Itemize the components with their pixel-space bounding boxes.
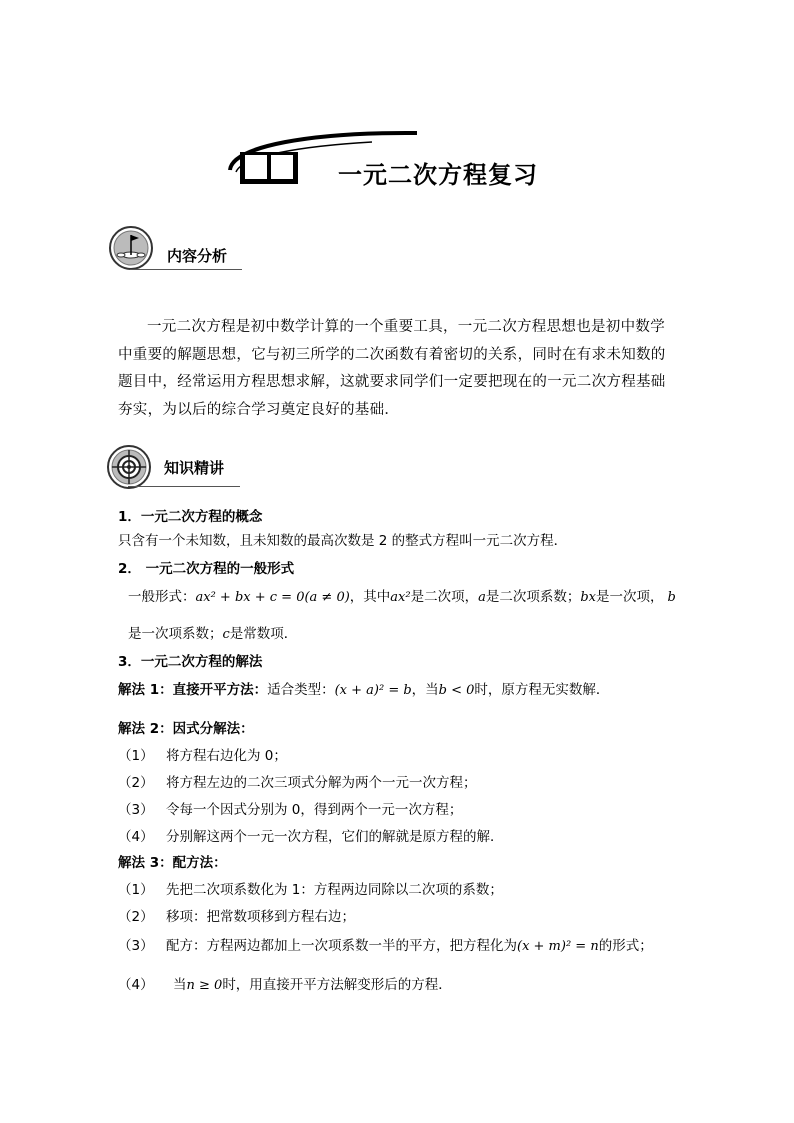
text-segment: 是一次项， — [596, 589, 664, 605]
method1-label: 解法 1：直接开平方法： — [118, 682, 268, 698]
step-text: 将方程右边化为 0； — [166, 748, 287, 764]
method3-step — [118, 907, 355, 927]
step-text: 先把二次项系数化为 1：方程两边同除以二次项的系数； — [166, 882, 503, 898]
section-title-analysis: 内容分析 — [167, 247, 228, 265]
step-text: 的形式； — [598, 938, 653, 954]
method3-label: 解法 3：配方法： — [118, 855, 227, 871]
text-segment: ，其中 — [349, 589, 391, 605]
heading-general-form: 2． 一元二次方程的一般形式 — [118, 561, 295, 577]
heading-methods: 3．一元二次方程的解法 — [118, 654, 263, 670]
step-number: （2） — [118, 909, 154, 925]
method3-step — [118, 936, 653, 957]
method3-condition: n ≥ 0 — [186, 978, 223, 993]
method1-condition: b < 0 — [438, 683, 475, 698]
term-ax2: ax² — [390, 590, 411, 605]
term-a: a — [478, 590, 486, 605]
text-segment: 适合类型： — [267, 682, 335, 698]
text-segment: ，当 — [411, 682, 439, 698]
text-segment: 是常数项． — [229, 626, 298, 642]
general-form-line2 — [128, 624, 297, 645]
step-number: （4） — [118, 977, 154, 993]
page-title: 一元二次方程复习 — [338, 161, 538, 189]
intro-paragraph: 一元二次方程是初中数学计算的一个重要工具，一元二次方程思想也是初中数学中重要的解题思想，它与初三所学的二次函数有着密切的关系，同时在有求未知数的题目中，经常运用方程思想求解，这就要求同学们一定要把现在的一元二次方程基础夯实，为以后的综合学习奠定良好的基础． — [118, 319, 666, 418]
step-text: 移项：把常数项移到方程右边； — [166, 909, 355, 925]
heading-concept: 1．一元二次方程的概念 — [118, 509, 263, 525]
section-underline — [128, 486, 240, 487]
method1-formula: (x + a)² = b — [334, 683, 412, 698]
general-form-prefix: 一般形式： — [128, 589, 196, 605]
method3-step — [118, 880, 503, 900]
step-number: （1） — [118, 882, 154, 898]
method2-label: 解法 2：因式分解法： — [118, 721, 254, 737]
bullseye-target-icon — [106, 444, 152, 490]
general-form-line1 — [128, 587, 676, 608]
text-segment: 时，原方程无实数解． — [474, 682, 610, 698]
general-form-formula: ax² + bx + c = 0(a ≠ 0) — [195, 590, 350, 605]
method2-step — [118, 800, 462, 820]
method2-step — [118, 746, 287, 766]
step-text: 配方：方程两边都加上一次项系数一半的平方，把方程化为 — [166, 938, 517, 954]
method1-line — [118, 680, 609, 701]
term-bx: bx — [580, 590, 597, 605]
text-segment: 是二次项， — [410, 589, 479, 605]
step-text: 将方程左边的二次三项式分解为两个一元一次方程； — [166, 775, 477, 791]
term-b: b — [667, 590, 676, 605]
concept-text: 只含有一个未知数，且未知数的最高次数是 2 的整式方程叫一元二次方程． — [118, 533, 568, 549]
method3-step — [118, 975, 452, 996]
section-underline — [130, 269, 242, 270]
step-text: 当 — [173, 977, 187, 993]
method2-step — [118, 827, 504, 847]
method3-formula: (x + m)² = n — [517, 939, 599, 954]
section-title-knowledge: 知识精讲 — [164, 459, 225, 477]
text-segment: 是一次项系数； — [128, 626, 223, 642]
step-number: （3） — [118, 802, 154, 818]
term-c: c — [222, 627, 230, 642]
method2-step — [118, 773, 477, 793]
step-text: 令每一个因式分别为 0，得到两个一元一次方程； — [166, 802, 463, 818]
step-number: （2） — [118, 775, 154, 791]
step-text: 时，用直接开平方法解变形后的方程． — [222, 977, 452, 993]
text-segment: 是二次项系数； — [485, 589, 581, 605]
step-number: （3） — [118, 938, 154, 954]
step-number: （1） — [118, 748, 154, 764]
step-text: 分别解这两个一元一次方程，它们的解就是原方程的解． — [166, 829, 504, 845]
flag-target-icon — [108, 225, 154, 271]
step-number: （4） — [118, 829, 154, 845]
